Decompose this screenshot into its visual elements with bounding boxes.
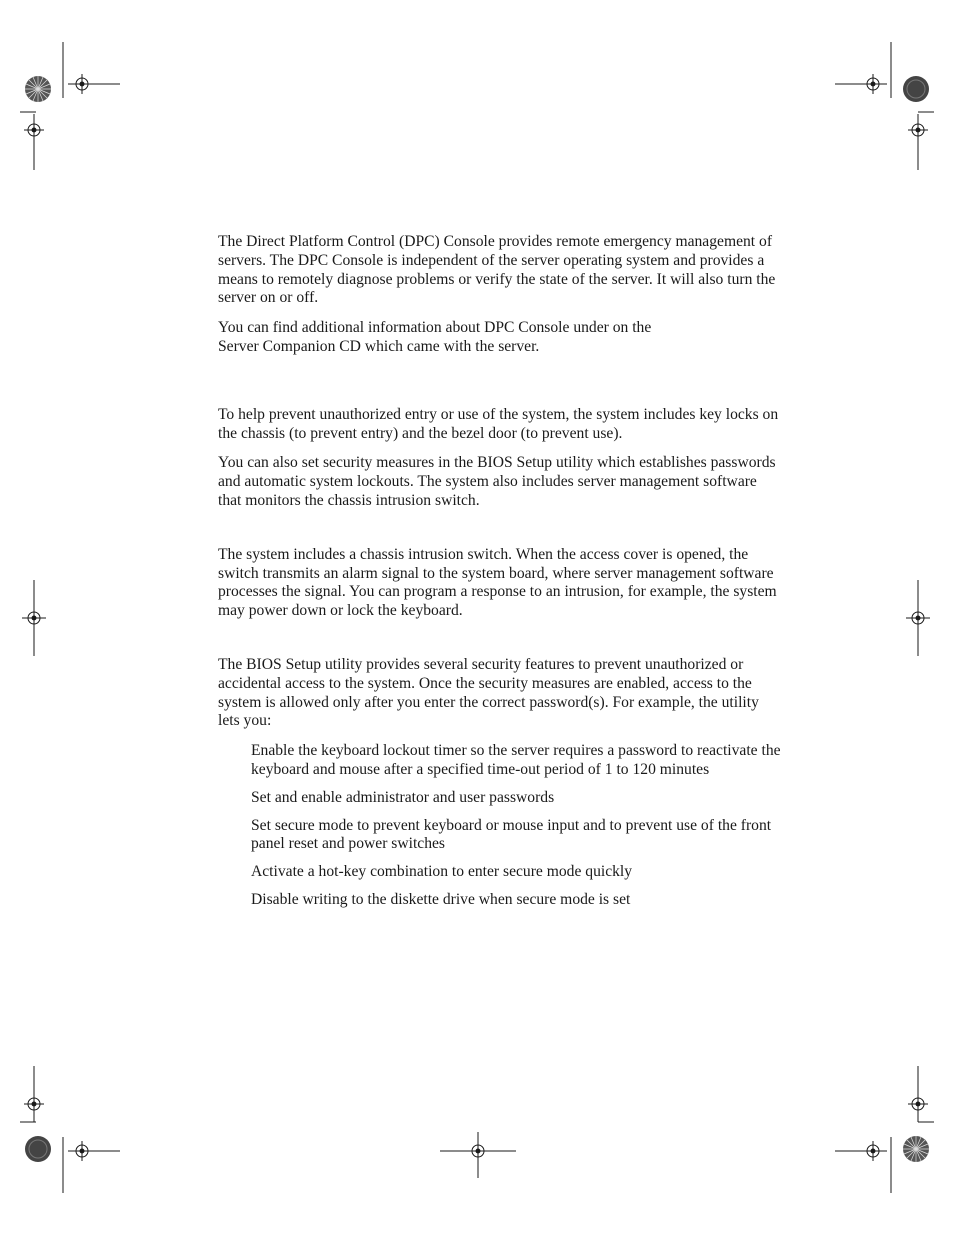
page-body: [218, 233, 783, 919]
bios-feature-list: [218, 742, 783, 910]
crosshair-circle-icon: [22, 1066, 46, 1122]
bios-paragraph: The BIOS Setup utility provides several security features to prevent unauthorized or accidental access to the system. Once the security measures are enabled, access to the system is allowed only after you enter the correct password(s). For example, the utility lets you:: [218, 655, 759, 730]
dpc-paragraph-2: You can find additional information about DPC Console under on the Server Companion CD which came with the server.: [218, 319, 652, 355]
dpc-section: [218, 233, 783, 357]
security-paragraph-1: To help prevent unauthorized entry or use of the system, the system includes key locks on the chassis (to prevent entry) and the bezel door (to prevent use).: [218, 405, 779, 442]
crosshair-circle-icon: [22, 114, 46, 170]
bios-section: [218, 656, 783, 910]
list-item: Disable writing to the diskette drive when secure mode is set: [251, 890, 631, 908]
crosshair-circle-icon: [906, 114, 930, 170]
crosshair-circle-icon: [906, 1066, 930, 1122]
crosshair-circle-icon: [835, 72, 887, 96]
crosshair-circle-icon: [440, 1132, 516, 1178]
list-item: Enable the keyboard lockout timer so the server requires a password to reactivate the keyboard and mouse after a specified time-out period of 1 to 120 minutes: [251, 742, 781, 778]
intrusion-section: [218, 546, 783, 621]
crosshair-circle-icon: [68, 72, 120, 96]
crosshair-circle-icon: [22, 580, 46, 656]
intrusion-paragraph: The system includes a chassis intrusion switch. When the access cover is opened, the switch transmits an alarm signal to the system board, where server management software processes the signal. You can program a response to an intrusion, for example, the system may power down or lock the keyboard.: [218, 545, 777, 620]
list-item: Set secure mode to prevent keyboard or mouse input and to prevent use of the front panel reset and power switches: [251, 816, 772, 853]
security-section: [218, 406, 783, 511]
list-item: Set and enable administrator and user passwords: [251, 788, 555, 806]
security-paragraph-2: You can also set security measures in the BIOS Setup utility which establishes passwords and automatic system lockouts. The system also includes server management software that monitors the chassis intrusion switch.: [218, 454, 776, 509]
dpc-paragraph-1: The Direct Platform Control (DPC) Console provides remote emergency management of servers. The DPC Console is independent of the server operating system and provides a means to remotely diagnose problems or verify the state of the server. It will also turn the server on or off.: [218, 233, 776, 307]
crosshair-circle-icon: [835, 1139, 887, 1163]
crosshair-circle-icon: [906, 580, 930, 656]
crosshair-circle-icon: [68, 1139, 120, 1163]
list-item: Activate a hot-key combination to enter secure mode quickly: [251, 863, 633, 881]
